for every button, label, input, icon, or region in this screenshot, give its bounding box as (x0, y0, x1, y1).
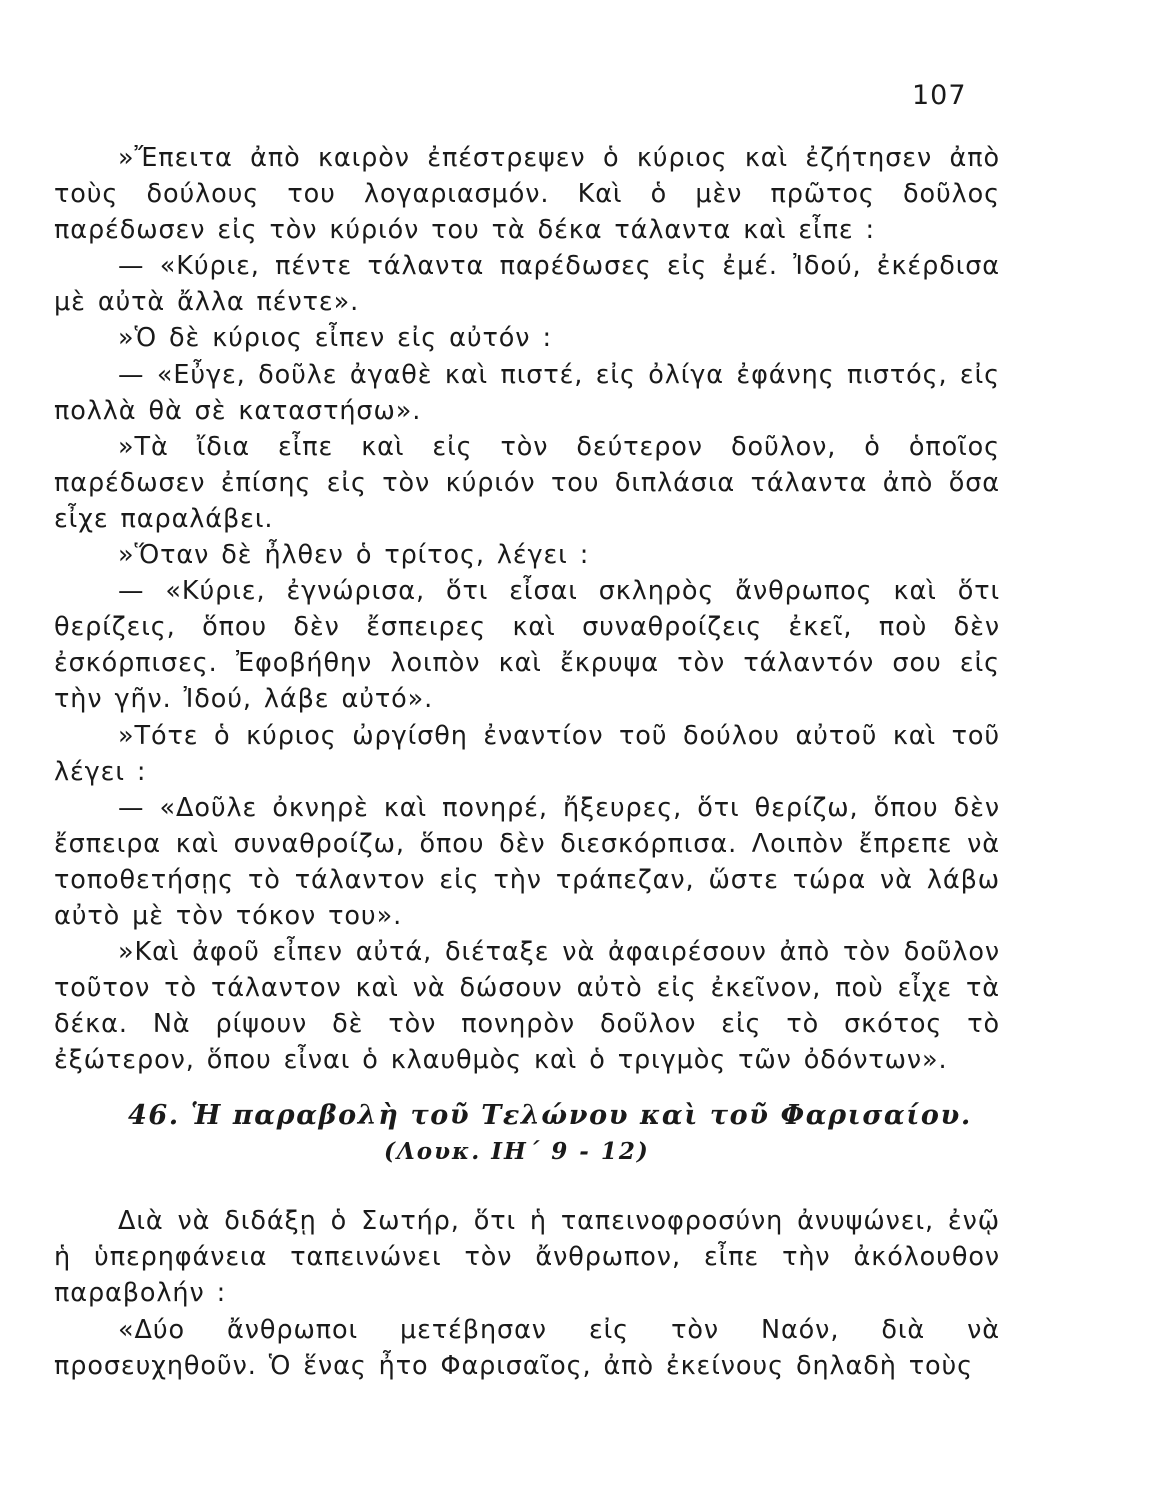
section-title: 46. Ἡ παραβολὴ τοῦ Τελώνου καὶ τοῦ Φαρισαίου. (128, 1100, 972, 1131)
paragraph: »Καὶ ἀφοῦ εἶπεν αὐτά, διέταξε νὰ ἀφαιρέσουν ἀπὸ τὸν δοῦλον τοῦτον τὸ τάλαντον καὶ νὰ δώσουν αὐτὸ εἰς ἐκεῖνον, ποὺ εἶχε τὰ δέκα. Νὰ ρίψουν δὲ τὸν πονηρὸν δοῦλον εἰς τὸ σκότος τὸ ἐξώτερον, ὅπου εἶναι ὁ κλαυθμὸς καὶ ὁ τριγμὸς τῶν ὀδόντων». (54, 937, 1000, 1076)
section-heading (54, 1098, 1000, 1170)
paragraph: Διὰ νὰ διδάξῃ ὁ Σωτήρ, ὅτι ἡ ταπεινοφροσύνη ἀνυψώνει, ἐνῷ ἡ ὑπερηφάνεια ταπεινώνει τὸν ἄνθρωπον, εἶπε τὴν ἀκόλουθον παραβολήν : (54, 1206, 1000, 1309)
paragraph: »Ἔπειτα ἀπὸ καιρὸν ἐπέστρεψεν ὁ κύριος καὶ ἐζήτησεν ἀπὸ τοὺς δούλους του λογαριασμόν. Καὶ ὁ μὲν πρῶτος δοῦλος παρέδωσεν εἰς τὸν κύριόν του τὰ δέκα τάλαντα καὶ εἶπε : (54, 143, 1000, 246)
paragraph: — «Κύριε, πέντε τάλαντα παρέδωσες εἰς ἐμέ. Ἰδού, ἐκέρδισα μὲ αὐτὰ ἄλλα πέντε». (54, 251, 1000, 318)
main-text (54, 140, 1000, 1078)
section-text (54, 1203, 1000, 1384)
paragraph: »Ὅταν δὲ ἦλθεν ὁ τρίτος, λέγει : (118, 540, 590, 571)
page-number: 107 (912, 80, 967, 111)
paragraph: »Τότε ὁ κύριος ὠργίσθη ἐναντίον τοῦ δούλου αὐτοῦ καὶ τοῦ λέγει : (54, 720, 1000, 787)
paragraph: — «Δοῦλε ὀκνηρὲ καὶ πονηρέ, ἤξευρες, ὅτι θερίζω, ὅπου δὲν ἔσπειρα καὶ συναθροίζω, ὅπου δὲν διεσκόρπισα. Λοιπὸν ἔπρεπε νὰ τοποθετήσῃς τὸ τάλαντον εἰς τὴν τράπεζαν, ὥστε τώρα νὰ λάβω αὐτὸ μὲ τὸν τόκον του». (54, 792, 1000, 931)
paragraph: »Ὁ δὲ κύριος εἶπεν εἰς αὐτόν : (118, 323, 552, 354)
paragraph: »Τὰ ἴδια εἶπε καὶ εἰς τὸν δεύτερον δοῦλον, ὁ ὁποῖος παρέδωσεν ἐπίσης εἰς τὸν κύριόν του διπλάσια τάλαντα ἀπὸ ὅσα εἶχε παραλάβει. (54, 431, 1000, 534)
section-reference: (Λουκ. ΙΗ΄ 9 - 12) (384, 1138, 650, 1165)
paragraph: — «Κύριε, ἐγνώρισα, ὅτι εἶσαι σκληρὸς ἄνθρωπος καὶ ὅτι θερίζεις, ὅπου δὲν ἔσπειρες καὶ συναθροίζεις ἐκεῖ, ποὺ δὲν ἐσκόρπισες. Ἐφοβήθην λοιπὸν καὶ ἔκρυψα τὸν τάλαντόν σου εἰς τὴν γῆν. Ἰδού, λάβε αὐτό». (54, 576, 1000, 715)
paragraph: — «Εὖγε, δοῦλε ἀγαθὲ καὶ πιστέ, εἰς ὀλίγα ἐφάνης πιστός, εἰς πολλὰ θὰ σὲ καταστήσω». (54, 359, 1000, 426)
paragraph: «Δύο ἄνθρωποι μετέβησαν εἰς τὸν Ναόν, διὰ νὰ προσευχηθοῦν. Ὁ ἕνας ἦτο Φαρισαῖος, ἀπὸ ἐκείνους δηλαδὴ τοὺς (54, 1314, 1000, 1381)
